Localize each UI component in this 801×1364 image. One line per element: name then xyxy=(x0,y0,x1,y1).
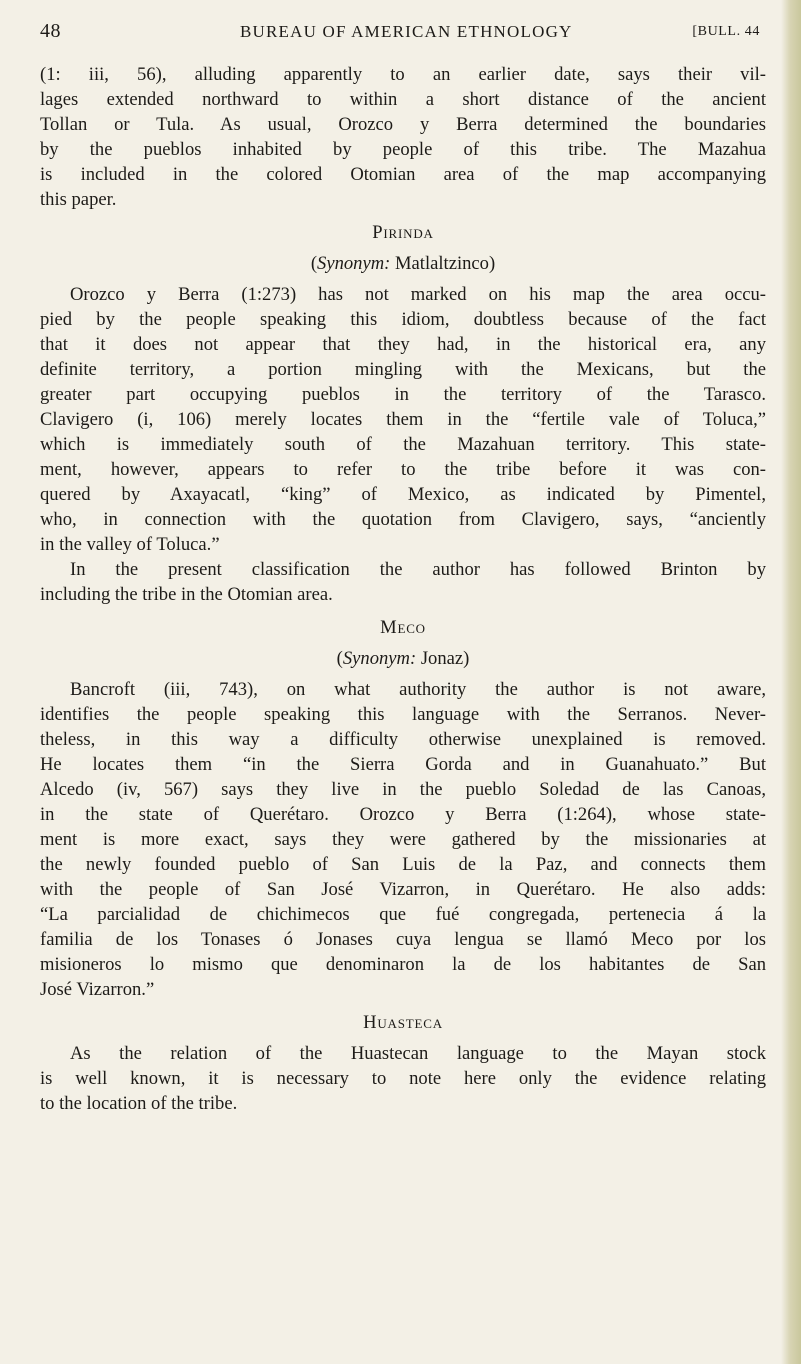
text-line: Orozco y Berra (1:273) has not marked on his map the area occu- xyxy=(70,284,766,305)
synonym-pirinda: (Synonym: Matlaltzinco) xyxy=(310,253,496,274)
synonym-meco: (Synonym: Jonaz) xyxy=(336,648,470,669)
text-line: ment, however, appears to refer to the tribe before it was con- xyxy=(40,459,766,480)
text-line: He locates them “in the Sierra Gorda and in Guanahuato.” But xyxy=(40,754,766,775)
running-head xyxy=(40,0,766,62)
text-line: is well known, it is necessary to note here only the evidence relating xyxy=(40,1068,766,1089)
section-heading-meco: Meco xyxy=(380,617,426,638)
text-line: with the people of San José Vizarron, in Querétaro. He also adds: xyxy=(40,879,766,900)
text-line: definite territory, a portion mingling with the Mexicans, but the xyxy=(40,359,766,380)
text-line: to the location of the tribe. xyxy=(40,1093,238,1114)
text-line: lages extended northward to within a short distance of the ancient xyxy=(40,89,766,110)
paragraph-classification xyxy=(40,557,766,607)
book-page xyxy=(40,0,766,1116)
text-line: the newly founded pueblo of San Luis de la Paz, and connects them xyxy=(40,854,766,875)
text-line: (1: iii, 56), alluding apparently to an earlier date, says their vil- xyxy=(40,64,766,85)
section-heading-huasteca: Huasteca xyxy=(363,1012,443,1033)
text-line: Alcedo (iv, 567) says they live in the pueblo Soledad de las Canoas, xyxy=(40,779,766,800)
synonym-label: Synonym: xyxy=(342,648,417,669)
paragraph-pirinda xyxy=(40,282,766,557)
page-edge-shadow xyxy=(781,0,801,1364)
page-number: 48 xyxy=(40,20,61,42)
text-line: identifies the people speaking this language with the Serranos. Never- xyxy=(40,704,766,725)
synonym-value: Jonaz) xyxy=(416,648,470,669)
text-line: which is immediately south of the Mazahuan territory. This state- xyxy=(40,434,766,455)
text-line: As the relation of the Huastecan language to the Mayan stock xyxy=(70,1043,766,1064)
text-line: In the present classification the author has followed Brinton by xyxy=(70,559,766,580)
text-line: this paper. xyxy=(40,189,117,210)
text-line: theless, in this way a difficulty otherwise unexplained is removed. xyxy=(40,729,766,750)
text-line: Tollan or Tula. As usual, Orozco y Berra determined the boundaries xyxy=(40,114,766,135)
paragraph-mazahua-end xyxy=(40,62,766,212)
text-line: ment is more exact, says they were gathered by the missionaries at xyxy=(40,829,766,850)
paragraph-meco xyxy=(40,677,766,1002)
running-title: BUREAU OF AMERICAN ETHNOLOGY xyxy=(240,22,573,41)
text-line: that it does not appear that they had, in the historical era, any xyxy=(40,334,766,355)
section-heading-pirinda: Pirinda xyxy=(372,222,434,243)
text-line: quered by Axayacatl, “king” of Mexico, as indicated by Pimentel, xyxy=(40,484,766,505)
text-line: in the state of Querétaro. Orozco y Berra (1:264), whose state- xyxy=(40,804,766,825)
text-line: Bancroft (iii, 743), on what authority the author is not aware, xyxy=(70,679,766,700)
synonym-value: Matlaltzinco) xyxy=(390,253,496,274)
text-line: is included in the colored Otomian area of the map accompanying xyxy=(40,164,766,185)
text-line: including the tribe in the Otomian area. xyxy=(40,584,333,605)
text-line: misioneros lo mismo que denominaron la de los habitantes de San xyxy=(40,954,766,975)
text-line: familia de los Tonases ó Jonases cuya lengua se llamó Meco por los xyxy=(40,929,766,950)
text-line: Clavigero (i, 106) merely locates them in the “fertile vale of Toluca,” xyxy=(40,409,766,430)
synonym-label: Synonym: xyxy=(317,253,391,274)
bulletin-reference: [BULL. 44 xyxy=(692,24,760,39)
text-line: greater part occupying pueblos in the territory of the Tarasco. xyxy=(40,384,766,405)
text-line: by the pueblos inhabited by people of this tribe. The Mazahua xyxy=(40,139,766,160)
text-line: José Vizarron.” xyxy=(40,979,155,1000)
text-line: pied by the people speaking this idiom, doubtless because of the fact xyxy=(40,309,766,330)
text-line: who, in connection with the quotation from Clavigero, says, “anciently xyxy=(40,509,766,530)
text-line: “La parcialidad de chichimecos que fué congregada, pertenecia á la xyxy=(40,904,766,925)
text-line: in the valley of Toluca.” xyxy=(40,534,220,555)
paragraph-huasteca xyxy=(40,1041,766,1116)
